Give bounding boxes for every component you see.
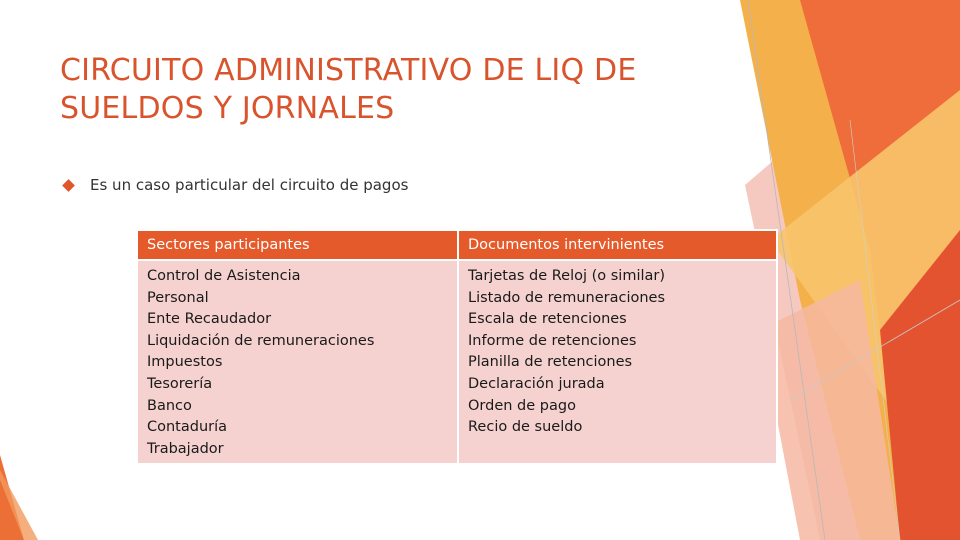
diamond-bullet-icon (62, 179, 75, 192)
documentos-cell (458, 260, 777, 464)
sector-item: Liquidación de remuneraciones (147, 332, 375, 349)
sector-item: Control de Asistencia (147, 268, 301, 284)
slide-title-line-1: CIRCUITO ADMINISTRATIVO DE LIQ DE (60, 53, 637, 88)
bullet-item (62, 176, 408, 194)
sector-item: Banco (147, 397, 192, 414)
documento-item: Orden de pago (468, 397, 576, 414)
documento-item: Planilla de retenciones (468, 354, 633, 371)
sector-item: Tesorería (147, 375, 213, 392)
sectores-cell (137, 260, 458, 464)
bullet-text: Es un caso particular del circuito de pagos (90, 176, 409, 194)
documento-item: Declaración jurada (468, 375, 605, 392)
header-documentos: Documentos intervinientes (458, 230, 777, 260)
circuit-table (136, 229, 778, 465)
sector-item: Personal (147, 289, 209, 306)
documento-item: Escala de retenciones (468, 311, 627, 328)
table-header-row (137, 230, 777, 260)
sector-item: Contaduría (147, 419, 228, 436)
sector-item: Ente Recaudador (147, 311, 272, 328)
documento-item: Listado de remuneraciones (468, 289, 666, 306)
slide-title-line-2: SUELDOS Y JORNALES (60, 91, 395, 126)
sector-item: Trabajador (147, 440, 224, 457)
slide-title (60, 52, 700, 128)
documento-item: Tarjetas de Reloj (o similar) (468, 268, 666, 284)
documento-item: Recio de sueldo (468, 419, 583, 436)
documento-item: Informe de retenciones (468, 332, 637, 349)
table-row (137, 260, 777, 464)
sector-item: Impuestos (147, 354, 223, 371)
header-sectores: Sectores participantes (137, 230, 458, 260)
